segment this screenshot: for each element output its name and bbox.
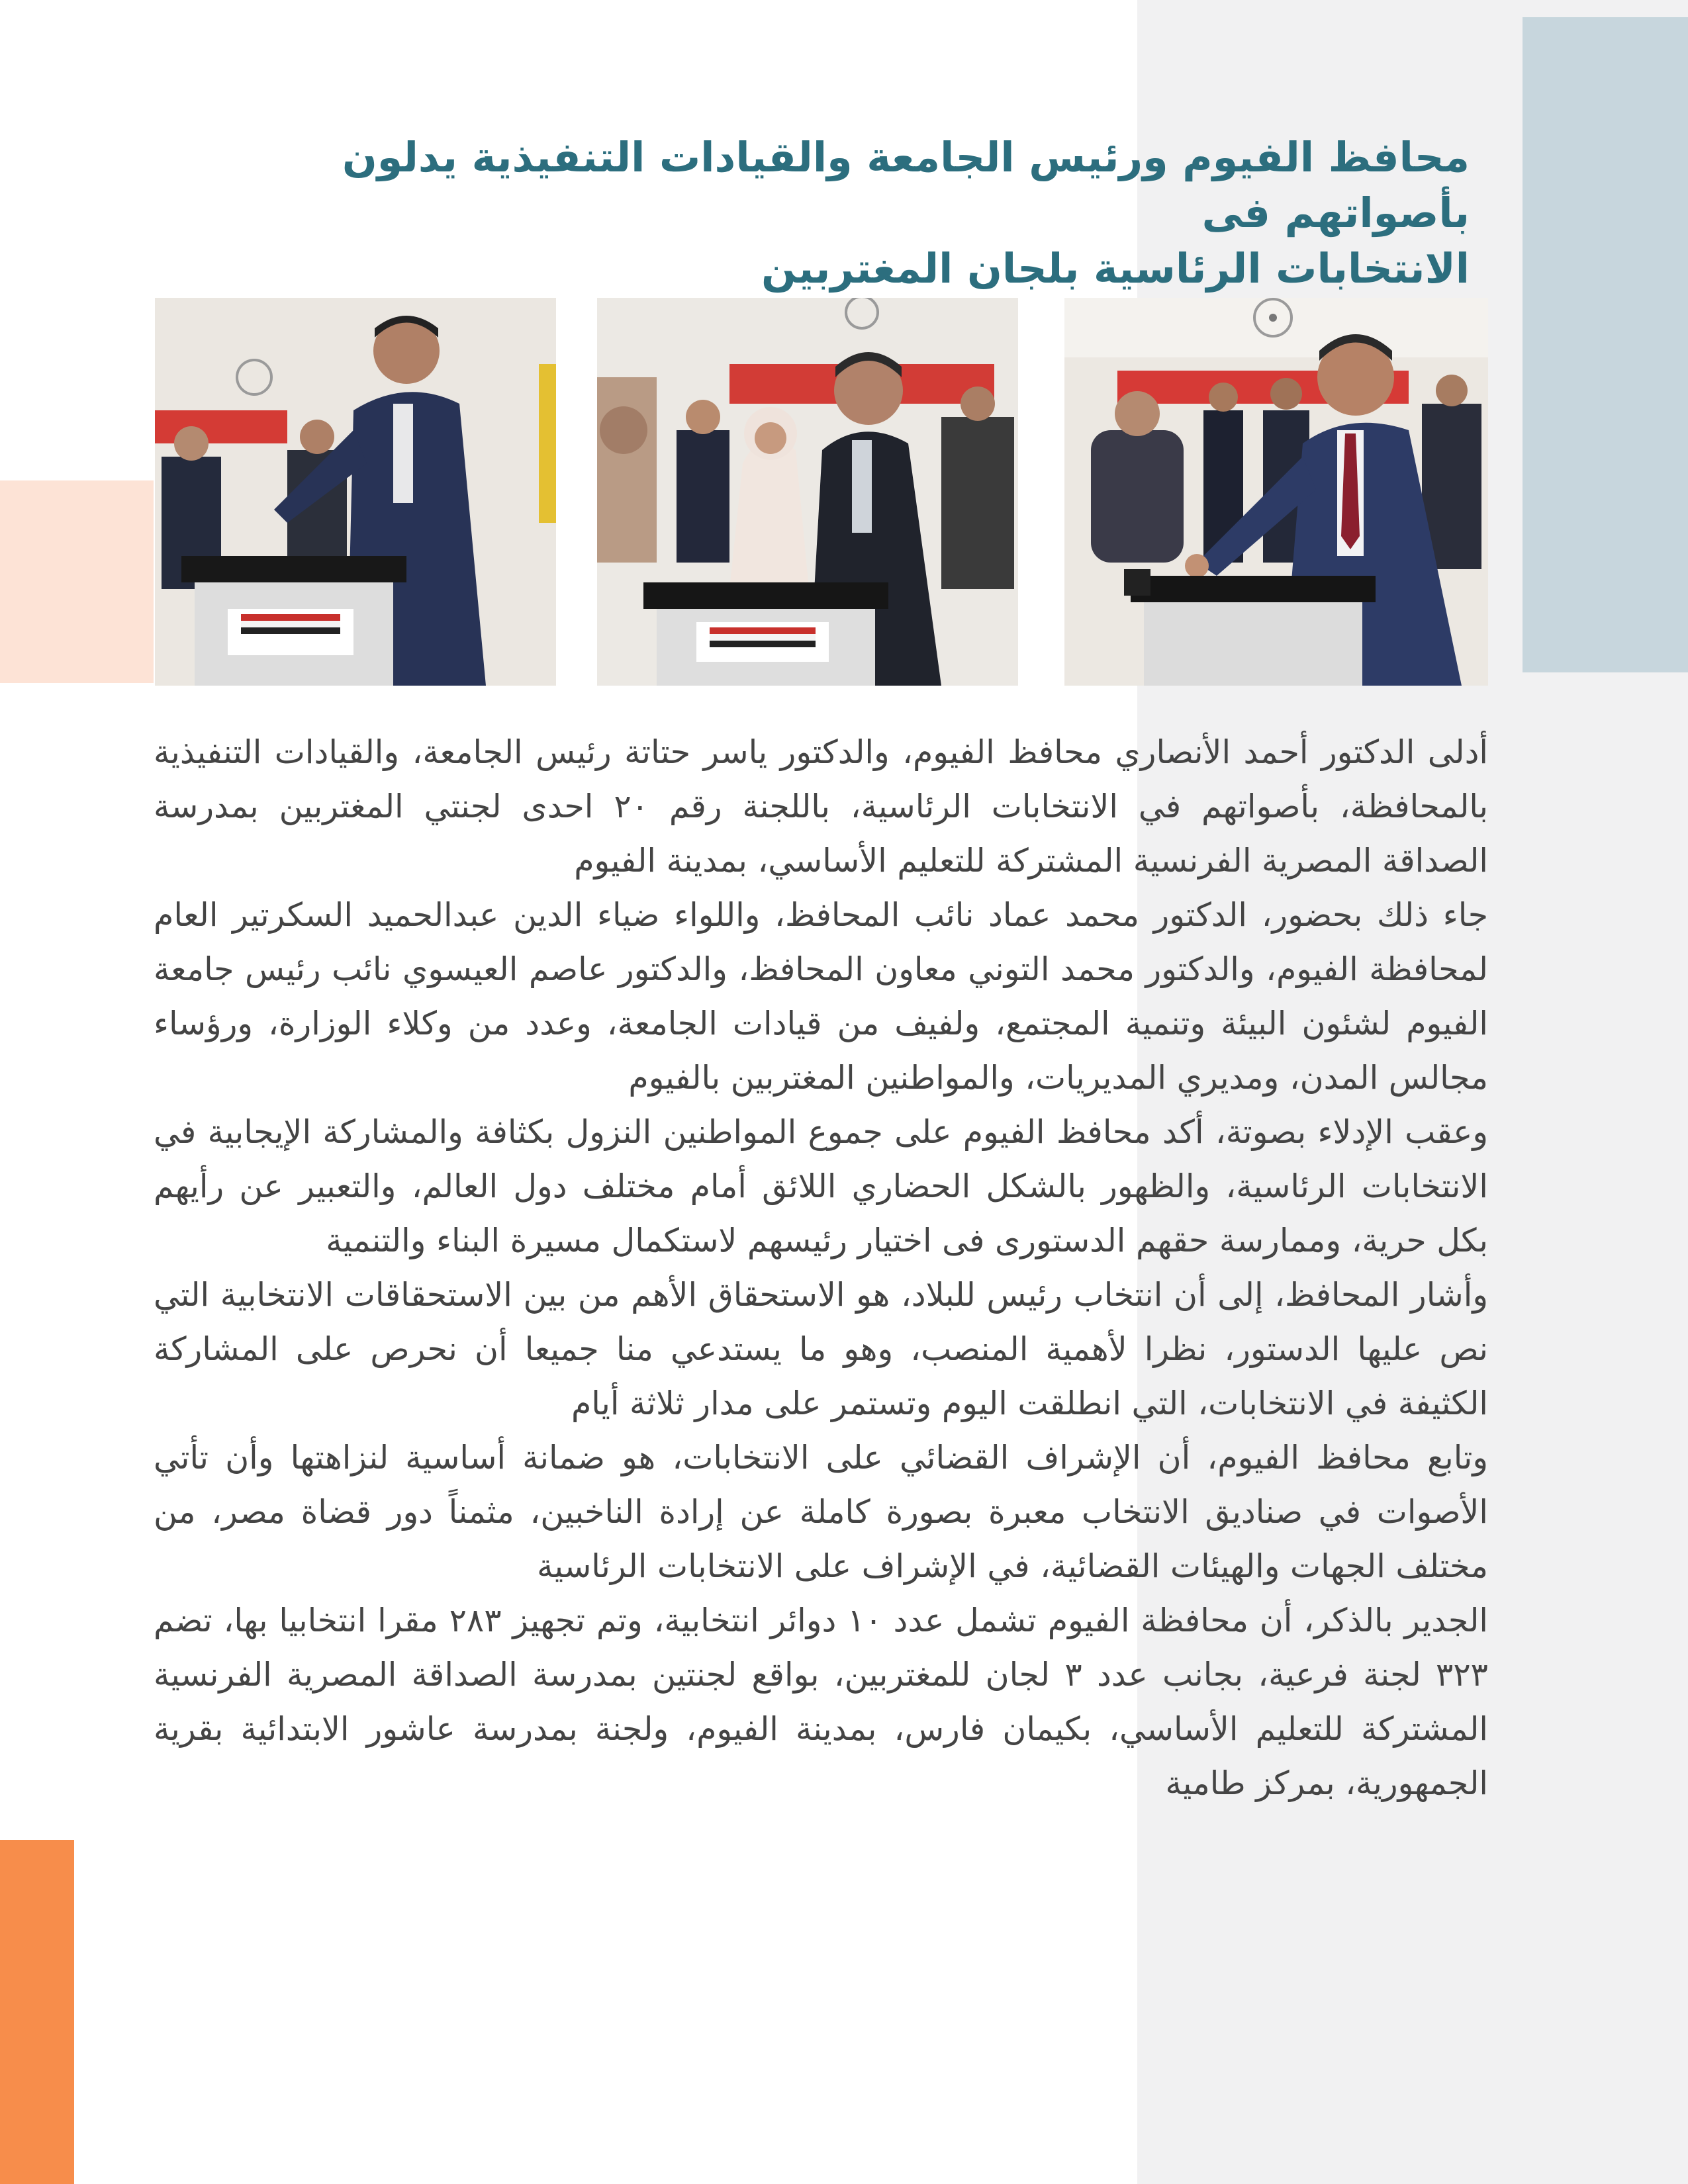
paragraph-5: وتابع محافظ الفيوم، أن الإشراف القضائي على الانتخابات، هو ضمانة أساسية لنزاهتها وأن تأتي الأصوات في صناديق الانتخاب معبرة بصورة كاملة عن إرادة الناخبين، مثمناً دور قضاة مصر، من مختلف الجهات والهيئات القضائية، في الإشراف على الانتخابات الرئاسية [154,1439,1488,1585]
decor-blue-block [1523,17,1688,672]
article-body [154,725,1488,1811]
decor-orange-block [0,1840,74,2184]
title-line-2: الانتخابات الرئاسية بلجان المغتربين [761,244,1470,293]
photo-ballot-box-left [155,298,556,686]
paragraph-3: وعقب الإدلاء بصوتة، أكد محافظ الفيوم على جموع المواطنين النزول بكثافة والمشاركة الإيجابية في الانتخابات الرئاسية، والظهور بالشكل الحضاري اللائق أمام مختلف دول العالم، والتعبير عن رأيهم بكل حرية، وممارسة حقهم الدستورى فى اختيار رئيسهم لاستكمال مسيرة البناء والتنمية [154,1113,1488,1259]
photo-governor-voting [1064,298,1488,686]
paragraph-4: وأشار المحافظ، إلى أن انتخاب رئيس للبلاد، هو الاستحقاق الأهم من بين الاستحقاقات الانتخابية التي نص عليها الدستور، نظرا لأهمية المنصب، وهو ما يستدعي منا جميعا أن نحرص على المشاركة الكثيفة في الانتخابات، التي انطلقت اليوم وتستمر على مدار ثلاثة أيام [154,1276,1488,1422]
decor-peach-block [0,480,154,683]
photo-ballot-box-center [597,298,1018,686]
paragraph-2: جاء ذلك بحضور، الدكتور محمد عماد نائب المحافظ، واللواء ضياء الدين عبدالحميد السكرتير العام لمحافظة الفيوم، والدكتور محمد التوني معاون المحافظ، والدكتور عاصم العيسوي نائب رئيس جامعة الفيوم لشئون البيئة وتنمية المجتمع، ولفيف من قيادات الجامعة، وعدد من وكلاء الوزارة، ورؤساء مجالس المدن، ومديري المديريات، والمواطنين المغتربين بالفيوم [154,896,1488,1097]
paragraph-6: الجدير بالذكر، أن محافظة الفيوم تشمل عدد ١٠ دوائر انتخابية، وتم تجهيز ٢٨٣ مقرا انتخابيا بها، تضم ٣٢٣ لجنة فرعية، بجانب عدد ٣ لجان للمغتربين، بواقع لجنتين بمدرسة الصداقة المصرية الفرنسية المشتركة للتعليم الأساسي، بكيمان فارس، بمدينة الفيوم، ولجنة بمدرسة عاشور الابتدائية بقرية الجمهورية، بمركز طامية [154,1602,1489,1802]
title-line-1: محافظ الفيوم ورئيس الجامعة والقيادات التنفيذية يدلون بأصواتهم فى [342,133,1470,237]
article-title [185,130,1470,296]
paragraph-1: أدلى الدكتور أحمد الأنصاري محافظ الفيوم، والدكتور ياسر حتاتة رئيس الجامعة، والقيادات التنفيذية بالمحافظة، بأصواتهم في الانتخابات الرئاسية، باللجنة رقم ٢٠ احدى لجنتي المغتربين بمدرسة الصداقة المصرية الفرنسية المشتركة للتعليم الأساسي، بمدينة الفيوم [154,733,1488,880]
